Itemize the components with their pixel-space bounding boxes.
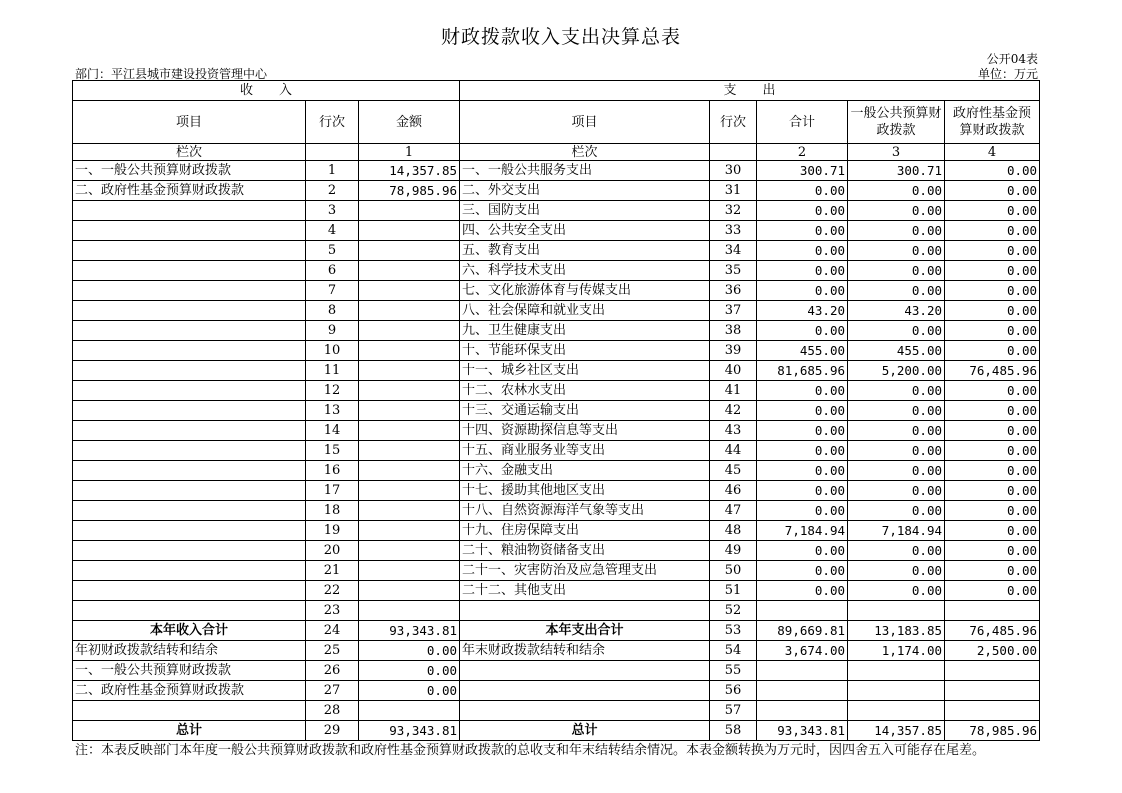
expense-total-cell: 0.00 — [757, 461, 848, 481]
income-line-cell: 27 — [306, 681, 359, 701]
expense-general-cell: 0.00 — [848, 401, 945, 421]
expense-line-cell: 32 — [710, 201, 757, 221]
income-amount-cell — [359, 201, 460, 221]
table-row — [73, 181, 1040, 201]
income-amount-cell — [359, 361, 460, 381]
expense-total-cell: 0.00 — [757, 281, 848, 301]
expense-fund-cell: 0.00 — [945, 541, 1040, 561]
expense-line-cell: 36 — [710, 281, 757, 301]
income-amount-cell — [359, 501, 460, 521]
income-amount-cell: 14,357.85 — [359, 161, 460, 181]
section-header-row — [73, 81, 1040, 101]
expense-total-cell — [757, 661, 848, 681]
table-row — [73, 341, 1040, 361]
expense-fund-cell: 76,485.96 — [945, 621, 1040, 641]
income-amount-cell — [359, 421, 460, 441]
expense-item-cell: 十六、金融支出 — [460, 461, 710, 481]
expense-total-cell: 0.00 — [757, 381, 848, 401]
income-line-cell: 18 — [306, 501, 359, 521]
income-item-cell: 年初财政拨款结转和结余 — [73, 641, 306, 661]
income-amount-cell — [359, 701, 460, 721]
expense-general-cell: 14,357.85 — [848, 721, 945, 741]
column-number-row — [73, 144, 1040, 161]
income-item-cell — [73, 561, 306, 581]
table-row — [73, 421, 1040, 441]
expense-total-cell — [757, 701, 848, 721]
expense-total-cell: 0.00 — [757, 481, 848, 501]
income-amount-cell — [359, 401, 460, 421]
expense-general-cell: 300.71 — [848, 161, 945, 181]
income-line-cell: 23 — [306, 601, 359, 621]
expense-fund-cell: 0.00 — [945, 341, 1040, 361]
income-line-cell: 6 — [306, 261, 359, 281]
income-line-cell: 17 — [306, 481, 359, 501]
expense-item-cell: 十三、交通运输支出 — [460, 401, 710, 421]
income-line-cell: 21 — [306, 561, 359, 581]
income-line-cell: 20 — [306, 541, 359, 561]
income-line-cell: 9 — [306, 321, 359, 341]
income-line-cell: 28 — [306, 701, 359, 721]
expense-general-cell: 0.00 — [848, 281, 945, 301]
expense-line-cell: 49 — [710, 541, 757, 561]
expense-fund-cell: 0.00 — [945, 401, 1040, 421]
expense-line-cell: 30 — [710, 161, 757, 181]
expense-item-cell: 二、外交支出 — [460, 181, 710, 201]
table-row — [73, 321, 1040, 341]
table-row — [73, 521, 1040, 541]
expense-line-cell: 54 — [710, 641, 757, 661]
expense-fund-cell: 0.00 — [945, 521, 1040, 541]
income-line-cell: 8 — [306, 301, 359, 321]
expense-item-header: 项目 — [460, 101, 710, 144]
expense-item-cell: 十七、援助其他地区支出 — [460, 481, 710, 501]
expense-general-cell: 5,200.00 — [848, 361, 945, 381]
expense-line-cell: 50 — [710, 561, 757, 581]
income-line-cell: 12 — [306, 381, 359, 401]
income-item-cell: 总计 — [73, 721, 306, 741]
expense-item-cell: 总计 — [460, 721, 710, 741]
table-row — [73, 161, 1040, 181]
expense-item-cell: 六、科学技术支出 — [460, 261, 710, 281]
income-item-cell — [73, 381, 306, 401]
income-item-cell — [73, 481, 306, 501]
income-amount-cell — [359, 281, 460, 301]
income-item-cell — [73, 221, 306, 241]
expense-fund-cell: 0.00 — [945, 481, 1040, 501]
expense-general-cell — [848, 701, 945, 721]
income-amount-cell — [359, 521, 460, 541]
expense-fund-cell: 0.00 — [945, 461, 1040, 481]
income-item-cell — [73, 461, 306, 481]
expense-total-cell: 0.00 — [757, 441, 848, 461]
expense-general-cell: 0.00 — [848, 481, 945, 501]
table-row — [73, 361, 1040, 381]
table-row — [73, 681, 1040, 701]
expense-fund-cell: 0.00 — [945, 161, 1040, 181]
expense-total-cell: 300.71 — [757, 161, 848, 181]
income-line-cell: 24 — [306, 621, 359, 641]
expense-fund-cell: 0.00 — [945, 301, 1040, 321]
expense-line-cell: 47 — [710, 501, 757, 521]
expense-fund-cell: 0.00 — [945, 561, 1040, 581]
expense-line-cell: 57 — [710, 701, 757, 721]
table-row — [73, 641, 1040, 661]
expense-fund-header: 政府性基金预算财政拨款 — [945, 101, 1040, 144]
expense-item-cell: 本年支出合计 — [460, 621, 710, 641]
income-amount-cell — [359, 381, 460, 401]
income-line-cell: 15 — [306, 441, 359, 461]
expense-fund-cell: 0.00 — [945, 181, 1040, 201]
income-item-cell — [73, 601, 306, 621]
expense-general-cell: 7,184.94 — [848, 521, 945, 541]
income-amount-cell — [359, 541, 460, 561]
income-header: 收 入 — [73, 81, 460, 101]
expense-general-cell: 0.00 — [848, 581, 945, 601]
expense-total-cell: 3,674.00 — [757, 641, 848, 661]
expense-line-cell: 46 — [710, 481, 757, 501]
income-line-cell: 4 — [306, 221, 359, 241]
income-item-cell — [73, 521, 306, 541]
income-line-header: 行次 — [306, 101, 359, 144]
table-row — [73, 501, 1040, 521]
expense-total-cell: 0.00 — [757, 221, 848, 241]
income-amount-cell — [359, 341, 460, 361]
footnote: 注：本表反映部门本年度一般公共预算财政拨款和政府性基金预算财政拨款的总收支和年末结转结余情况。本表金额转换为万元时，因四舍五入可能存在尾差。 — [75, 743, 986, 758]
expense-general-cell: 1,174.00 — [848, 641, 945, 661]
table-row — [73, 241, 1040, 261]
income-item-cell: 一、一般公共预算财政拨款 — [73, 161, 306, 181]
expense-item-cell: 十八、自然资源海洋气象等支出 — [460, 501, 710, 521]
expense-item-cell: 四、公共安全支出 — [460, 221, 710, 241]
income-line-cell: 5 — [306, 241, 359, 261]
income-item-cell — [73, 701, 306, 721]
expense-fund-cell — [945, 681, 1040, 701]
income-line-cell: 14 — [306, 421, 359, 441]
income-item-cell: 二、政府性基金预算财政拨款 — [73, 681, 306, 701]
expense-line-cell: 56 — [710, 681, 757, 701]
income-line-cell: 7 — [306, 281, 359, 301]
expense-fund-cell: 0.00 — [945, 581, 1040, 601]
expense-fund-cell: 0.00 — [945, 281, 1040, 301]
column-header-row — [73, 101, 1040, 144]
expense-general-header: 一般公共预算财政拨款 — [848, 101, 945, 144]
expense-fund-cell: 0.00 — [945, 321, 1040, 341]
expense-general-cell: 0.00 — [848, 241, 945, 261]
expense-item-cell: 一、一般公共服务支出 — [460, 161, 710, 181]
expense-general-cell: 0.00 — [848, 381, 945, 401]
expense-fund-cell: 78,985.96 — [945, 721, 1040, 741]
income-item-cell — [73, 581, 306, 601]
table-row — [73, 561, 1040, 581]
table-row — [73, 621, 1040, 641]
expense-line-cell: 37 — [710, 301, 757, 321]
expense-line-cell: 39 — [710, 341, 757, 361]
expense-header: 支 出 — [460, 81, 1040, 101]
expense-item-cell: 十五、商业服务业等支出 — [460, 441, 710, 461]
expense-fund-cell: 0.00 — [945, 501, 1040, 521]
expense-fund-cell: 0.00 — [945, 261, 1040, 281]
income-item-cell — [73, 321, 306, 341]
budget-table — [72, 80, 1040, 741]
table-row — [73, 261, 1040, 281]
expense-line-blank — [710, 144, 757, 161]
expense-line-cell: 45 — [710, 461, 757, 481]
col-num-4: 4 — [945, 144, 1040, 161]
income-line-cell: 29 — [306, 721, 359, 741]
income-item-cell — [73, 241, 306, 261]
income-line-cell: 11 — [306, 361, 359, 381]
income-item-cell — [73, 421, 306, 441]
expense-item-cell: 三、国防支出 — [460, 201, 710, 221]
expense-fund-cell: 0.00 — [945, 381, 1040, 401]
income-amount-header: 金额 — [359, 101, 460, 144]
col-num-1: 1 — [359, 144, 460, 161]
expense-col-label: 栏次 — [460, 144, 710, 161]
expense-general-cell: 0.00 — [848, 441, 945, 461]
expense-line-cell: 55 — [710, 661, 757, 681]
expense-general-cell: 0.00 — [848, 501, 945, 521]
expense-line-cell: 51 — [710, 581, 757, 601]
income-item-cell — [73, 301, 306, 321]
expense-general-cell: 13,183.85 — [848, 621, 945, 641]
expense-fund-cell — [945, 701, 1040, 721]
table-row — [73, 301, 1040, 321]
income-item-cell — [73, 341, 306, 361]
expense-total-cell: 455.00 — [757, 341, 848, 361]
expense-total-cell: 89,669.81 — [757, 621, 848, 641]
expense-item-cell: 二十二、其他支出 — [460, 581, 710, 601]
expense-item-cell — [460, 681, 710, 701]
income-item-cell: 二、政府性基金预算财政拨款 — [73, 181, 306, 201]
expense-general-cell: 43.20 — [848, 301, 945, 321]
expense-total-cell: 0.00 — [757, 401, 848, 421]
expense-fund-cell — [945, 601, 1040, 621]
expense-line-header: 行次 — [710, 101, 757, 144]
income-amount-cell: 93,343.81 — [359, 621, 460, 641]
income-amount-cell — [359, 581, 460, 601]
col-num-3: 3 — [848, 144, 945, 161]
income-line-cell: 19 — [306, 521, 359, 541]
expense-total-cell — [757, 681, 848, 701]
expense-fund-cell: 76,485.96 — [945, 361, 1040, 381]
expense-item-cell: 十四、资源勘探信息等支出 — [460, 421, 710, 441]
expense-general-cell: 0.00 — [848, 201, 945, 221]
income-amount-cell: 0.00 — [359, 661, 460, 681]
expense-general-cell: 0.00 — [848, 461, 945, 481]
expense-general-cell: 0.00 — [848, 321, 945, 341]
expense-line-cell: 44 — [710, 441, 757, 461]
expense-fund-cell — [945, 661, 1040, 681]
income-amount-cell — [359, 441, 460, 461]
income-amount-cell — [359, 601, 460, 621]
income-item-cell — [73, 541, 306, 561]
income-line-cell: 3 — [306, 201, 359, 221]
expense-item-cell: 十九、住房保障支出 — [460, 521, 710, 541]
expense-line-cell: 35 — [710, 261, 757, 281]
table-row — [73, 281, 1040, 301]
income-line-blank — [306, 144, 359, 161]
expense-item-cell — [460, 661, 710, 681]
income-line-cell: 2 — [306, 181, 359, 201]
expense-general-cell: 455.00 — [848, 341, 945, 361]
expense-fund-cell: 0.00 — [945, 201, 1040, 221]
expense-item-cell: 十、节能环保支出 — [460, 341, 710, 361]
table-row — [73, 581, 1040, 601]
income-col-label: 栏次 — [73, 144, 306, 161]
expense-item-cell: 五、教育支出 — [460, 241, 710, 261]
expense-item-cell: 年末财政拨款结转和结余 — [460, 641, 710, 661]
expense-fund-cell: 0.00 — [945, 221, 1040, 241]
income-item-cell — [73, 441, 306, 461]
expense-total-cell: 93,343.81 — [757, 721, 848, 741]
expense-line-cell: 41 — [710, 381, 757, 401]
expense-general-cell — [848, 661, 945, 681]
expense-line-cell: 52 — [710, 601, 757, 621]
income-amount-cell — [359, 261, 460, 281]
expense-item-cell: 十一、城乡社区支出 — [460, 361, 710, 381]
table-row — [73, 701, 1040, 721]
col-num-2: 2 — [757, 144, 848, 161]
expense-line-cell: 58 — [710, 721, 757, 741]
expense-item-cell: 八、社会保障和就业支出 — [460, 301, 710, 321]
expense-fund-cell: 0.00 — [945, 441, 1040, 461]
table-row — [73, 441, 1040, 461]
income-line-cell: 1 — [306, 161, 359, 181]
income-amount-cell — [359, 461, 460, 481]
income-amount-cell: 0.00 — [359, 641, 460, 661]
income-item-header: 项目 — [73, 101, 306, 144]
income-line-cell: 16 — [306, 461, 359, 481]
table-row — [73, 541, 1040, 561]
expense-fund-cell: 2,500.00 — [945, 641, 1040, 661]
expense-line-cell: 34 — [710, 241, 757, 261]
expense-line-cell: 43 — [710, 421, 757, 441]
income-amount-cell — [359, 561, 460, 581]
income-line-cell: 25 — [306, 641, 359, 661]
expense-total-cell: 0.00 — [757, 321, 848, 341]
income-line-cell: 26 — [306, 661, 359, 681]
expense-total-cell: 0.00 — [757, 581, 848, 601]
expense-total-cell: 0.00 — [757, 541, 848, 561]
income-amount-cell — [359, 241, 460, 261]
income-amount-cell: 78,985.96 — [359, 181, 460, 201]
expense-line-cell: 40 — [710, 361, 757, 381]
expense-line-cell: 31 — [710, 181, 757, 201]
income-item-cell — [73, 261, 306, 281]
expense-item-cell: 二十、粮油物资储备支出 — [460, 541, 710, 561]
expense-total-cell — [757, 601, 848, 621]
expense-total-cell: 0.00 — [757, 241, 848, 261]
income-amount-cell: 0.00 — [359, 681, 460, 701]
table-row — [73, 661, 1040, 681]
expense-line-cell: 33 — [710, 221, 757, 241]
expense-item-cell: 十二、农林水支出 — [460, 381, 710, 401]
form-number: 公开04表 — [986, 52, 1038, 66]
income-amount-cell — [359, 481, 460, 501]
expense-general-cell: 0.00 — [848, 421, 945, 441]
expense-total-cell: 43.20 — [757, 301, 848, 321]
income-line-cell: 10 — [306, 341, 359, 361]
expense-item-cell — [460, 601, 710, 621]
expense-item-cell: 七、文化旅游体育与传媒支出 — [460, 281, 710, 301]
table-row — [73, 601, 1040, 621]
expense-general-cell: 0.00 — [848, 261, 945, 281]
expense-total-cell: 0.00 — [757, 181, 848, 201]
expense-line-cell: 53 — [710, 621, 757, 641]
income-item-cell — [73, 401, 306, 421]
expense-item-cell: 二十一、灾害防治及应急管理支出 — [460, 561, 710, 581]
income-amount-cell: 93,343.81 — [359, 721, 460, 741]
income-line-cell: 13 — [306, 401, 359, 421]
expense-fund-cell: 0.00 — [945, 241, 1040, 261]
income-item-cell — [73, 501, 306, 521]
expense-fund-cell: 0.00 — [945, 421, 1040, 441]
income-amount-cell — [359, 301, 460, 321]
income-item-cell — [73, 361, 306, 381]
expense-general-cell — [848, 681, 945, 701]
expense-line-cell: 38 — [710, 321, 757, 341]
income-item-cell: 本年收入合计 — [73, 621, 306, 641]
unit-label: 单位：万元 — [977, 67, 1038, 81]
income-amount-cell — [359, 221, 460, 241]
income-amount-cell — [359, 321, 460, 341]
income-item-cell — [73, 201, 306, 221]
expense-general-cell — [848, 601, 945, 621]
income-item-cell — [73, 281, 306, 301]
table-row — [73, 221, 1040, 241]
expense-general-cell: 0.00 — [848, 221, 945, 241]
table-row — [73, 481, 1040, 501]
table-row — [73, 201, 1040, 221]
expense-line-cell: 42 — [710, 401, 757, 421]
department-label: 部门：平江县城市建设投资管理中心 — [75, 67, 268, 81]
expense-total-cell: 0.00 — [757, 421, 848, 441]
expense-general-cell: 0.00 — [848, 561, 945, 581]
expense-total-cell: 7,184.94 — [757, 521, 848, 541]
expense-total-cell: 0.00 — [757, 501, 848, 521]
expense-total-header: 合计 — [757, 101, 848, 144]
table-row — [73, 721, 1040, 741]
expense-item-cell: 九、卫生健康支出 — [460, 321, 710, 341]
expense-line-cell: 48 — [710, 521, 757, 541]
expense-general-cell: 0.00 — [848, 541, 945, 561]
page-title: 财政拨款收入支出决算总表 — [440, 26, 681, 48]
income-item-cell: 一、一般公共预算财政拨款 — [73, 661, 306, 681]
expense-total-cell: 0.00 — [757, 561, 848, 581]
income-line-cell: 22 — [306, 581, 359, 601]
expense-total-cell: 0.00 — [757, 201, 848, 221]
expense-general-cell: 0.00 — [848, 181, 945, 201]
table-row — [73, 401, 1040, 421]
table-row — [73, 461, 1040, 481]
expense-item-cell — [460, 701, 710, 721]
expense-total-cell: 0.00 — [757, 261, 848, 281]
table-row — [73, 381, 1040, 401]
expense-total-cell: 81,685.96 — [757, 361, 848, 381]
